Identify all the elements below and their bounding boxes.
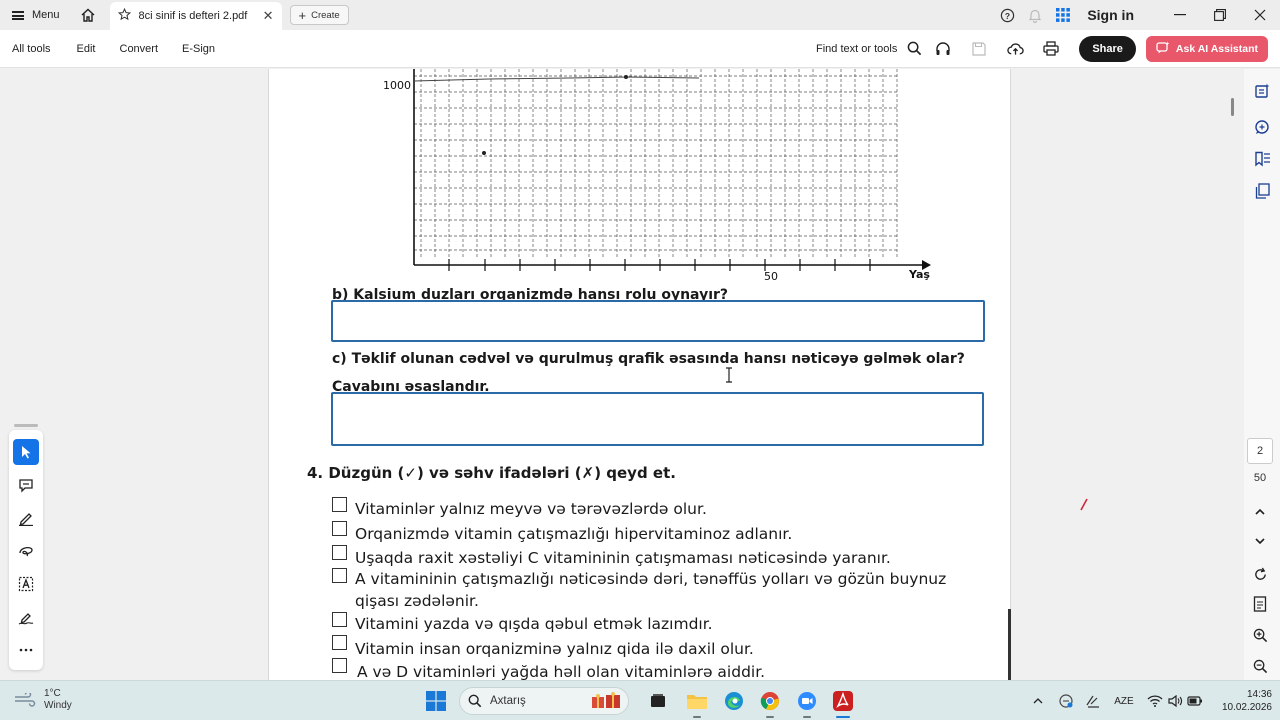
print-icon[interactable] xyxy=(1033,30,1069,68)
wind-icon xyxy=(14,693,36,707)
acrobat-app[interactable] xyxy=(829,687,857,715)
read-aloud-headphones-icon[interactable] xyxy=(925,30,961,68)
freehand-loop-icon xyxy=(18,544,34,558)
question-c-line1: c) Təklif olunan cədvəl və qurulmuş qrafik əsasında hansı nəticəyə gəlmək olar? xyxy=(332,351,965,367)
search-icon[interactable] xyxy=(903,30,925,68)
pdf-page[interactable] xyxy=(268,69,1011,680)
hamburger-icon xyxy=(12,11,24,20)
highlight-tool-button[interactable] xyxy=(13,505,39,531)
find-text-label[interactable]: Find text or tools xyxy=(816,42,898,55)
previous-page-chevron-up-icon[interactable] xyxy=(1248,500,1272,524)
checkbox-statement-2[interactable] xyxy=(332,521,347,536)
home-icon[interactable] xyxy=(72,0,104,30)
weather-description: Windy xyxy=(44,700,72,711)
statement-3: Uşaqda raxit xəstəliyi C vitamininin çatışmaması nəticəsində yaranır. xyxy=(355,549,891,567)
x-label-50: 50 xyxy=(764,270,778,283)
comments-panel-icon[interactable] xyxy=(1250,115,1274,139)
menu-button[interactable] xyxy=(0,0,72,30)
search-icon xyxy=(468,694,482,708)
sign-pen-icon xyxy=(18,610,34,625)
add-text-tool-button[interactable] xyxy=(13,571,39,597)
clock-time: 14:36 xyxy=(1246,689,1272,700)
task-view-icon xyxy=(650,693,666,709)
gift-decor-icon xyxy=(590,691,624,712)
fit-page-icon[interactable] xyxy=(1248,592,1272,616)
onedrive-tray-icon[interactable] xyxy=(1057,681,1075,720)
plotted-point xyxy=(624,75,628,79)
document-viewer[interactable] xyxy=(0,69,1280,680)
battery-icon[interactable] xyxy=(1186,681,1204,720)
question-c-line2: Cavabını əsaslandır. xyxy=(332,379,490,395)
all-tools-menu[interactable]: All tools xyxy=(12,42,51,55)
cursor-arrow-icon xyxy=(20,445,32,459)
edit-menu[interactable]: Edit xyxy=(76,42,96,55)
statement-4-line1: A vitamininin çatışmazlığı nəticəsində dəri, tənəffüs yolları və gözün buynuz xyxy=(355,570,947,588)
weather-temperature: 1°C xyxy=(44,688,61,699)
main-toolbar xyxy=(0,30,1280,68)
app-running-indicator xyxy=(836,716,850,718)
microphone-tray-icon[interactable] xyxy=(1084,681,1102,720)
x-axis-label: Yaş xyxy=(909,268,930,281)
windows-logo-icon xyxy=(426,691,446,711)
acrobat-icon xyxy=(833,691,853,711)
search-placeholder: Axtarış xyxy=(490,695,526,707)
plotted-point xyxy=(482,151,486,155)
star-icon[interactable] xyxy=(118,8,131,24)
statement-5: Vitamini yazda və qışda qəbul etmək lazımdır. xyxy=(355,615,713,633)
restore-button[interactable] xyxy=(1200,0,1240,30)
create-button[interactable] xyxy=(290,5,349,25)
answer-box-b[interactable] xyxy=(331,300,985,342)
sign-tool-button[interactable] xyxy=(13,604,39,630)
volume-icon[interactable] xyxy=(1166,681,1184,720)
apps-grid-icon[interactable] xyxy=(1049,0,1077,30)
taskbar-search-box[interactable] xyxy=(459,687,629,715)
share-label: Share xyxy=(1092,42,1123,55)
red-pen-mark xyxy=(1078,497,1090,513)
zoom-in-icon[interactable] xyxy=(1248,623,1272,647)
checkbox-statement-6[interactable] xyxy=(332,635,347,650)
question-b: b) Kalsium duzları orqanizmdə hansı rolu oynayır? xyxy=(332,287,729,303)
task-view-app[interactable] xyxy=(644,687,672,715)
statement-7: A və D vitaminləri yağda həll olan vitaminlərə aiddir. xyxy=(357,663,766,680)
ask-ai-assistant-button[interactable] xyxy=(1146,36,1268,62)
keyboard-language[interactable]: AZE xyxy=(1114,695,1134,707)
tab-title: 8ci sinif is defteri 2.pdf xyxy=(138,10,248,22)
show-hidden-icons-chevron[interactable] xyxy=(1030,681,1046,720)
minimize-button[interactable] xyxy=(1160,0,1200,30)
scan-edge-shadow xyxy=(1008,609,1011,680)
text-box-icon xyxy=(18,576,34,592)
bookmarks-panel-icon[interactable] xyxy=(1250,147,1274,171)
notification-bell-icon[interactable] xyxy=(1021,0,1049,30)
app-running-indicator xyxy=(766,716,774,718)
app-running-indicator xyxy=(693,716,701,718)
y1000-guide-line xyxy=(414,77,699,81)
rotate-view-icon[interactable] xyxy=(1248,562,1272,586)
select-tool-button[interactable] xyxy=(13,439,39,465)
document-tab[interactable] xyxy=(110,2,282,30)
upload-cloud-icon[interactable] xyxy=(997,30,1033,68)
share-button[interactable] xyxy=(1079,36,1136,62)
windows-start-button[interactable] xyxy=(422,687,450,715)
statement-4-line2: qişası zədələnir. xyxy=(355,592,479,610)
task-4-title: 4. Düzgün (✓) və səhv ifadələri (✗) qeyd et. xyxy=(307,464,676,482)
app-running-indicator xyxy=(803,716,811,718)
convert-menu[interactable]: Convert xyxy=(119,42,159,55)
title-bar xyxy=(0,0,1280,30)
left-tool-rail xyxy=(9,430,43,670)
chrome-browser-app[interactable] xyxy=(756,687,784,715)
y-label-1000: 1000 xyxy=(383,79,411,92)
close-window-button[interactable] xyxy=(1240,0,1280,30)
system-clock[interactable] xyxy=(1210,688,1272,714)
save-icon[interactable] xyxy=(961,30,997,68)
checkbox-statement-4[interactable] xyxy=(332,568,347,583)
ai-assistant-label: Ask AI Assistant xyxy=(1175,42,1258,55)
checkbox-statement-7[interactable] xyxy=(332,658,347,673)
create-label: Create xyxy=(311,9,340,21)
esign-menu[interactable]: E-Sign xyxy=(182,42,216,55)
folder-icon xyxy=(686,692,708,710)
zoom-app[interactable] xyxy=(793,687,821,715)
rail-drag-handle[interactable] xyxy=(14,424,38,427)
statement-6: Vitamin insan orqanizminə yalnız qida ilə daxil olur. xyxy=(355,640,754,658)
comment-tool-button[interactable] xyxy=(13,472,39,498)
edge-browser-app[interactable] xyxy=(720,687,748,715)
weather-widget[interactable] xyxy=(14,688,72,712)
answer-box-c[interactable] xyxy=(331,392,984,446)
clock-date: 10.02.2026 xyxy=(1221,702,1272,713)
sign-in-link[interactable]: Sign in xyxy=(1087,7,1134,23)
chrome-icon xyxy=(760,691,780,711)
vertical-scrollbar-thumb[interactable] xyxy=(1231,98,1234,116)
plus-icon: + xyxy=(298,7,307,23)
total-pages-label: 50 xyxy=(1253,472,1267,484)
graph-grid xyxy=(414,69,899,257)
comment-icon xyxy=(18,478,34,493)
next-page-chevron-down-icon[interactable] xyxy=(1248,529,1272,553)
ai-assistant-icon xyxy=(1156,41,1170,57)
statement-1: Vitaminlər yalnız meyvə və tərəvəzlərdə olur. xyxy=(355,500,707,518)
ai-generative-summary-icon[interactable] xyxy=(1250,79,1274,103)
file-explorer-app[interactable] xyxy=(683,687,711,715)
statement-2: Orqanizmdə vitamin çatışmazlığı hipervitaminoz adlanır. xyxy=(355,525,793,543)
checkbox-statement-1[interactable] xyxy=(332,497,347,512)
zoom-out-icon[interactable] xyxy=(1248,654,1272,678)
wifi-icon[interactable] xyxy=(1146,681,1164,720)
checkbox-statement-5[interactable] xyxy=(332,612,347,627)
close-tab-icon[interactable]: ✕ xyxy=(262,8,274,23)
pages-panel-icon[interactable] xyxy=(1250,179,1274,203)
text-cursor xyxy=(725,367,733,383)
draw-tool-button[interactable] xyxy=(13,538,39,564)
edge-icon xyxy=(724,691,744,711)
worksheet-graph xyxy=(369,69,949,289)
menu-label: Menu xyxy=(32,9,60,21)
more-tools-button[interactable] xyxy=(13,637,39,663)
windows-taskbar xyxy=(0,680,1280,720)
more-dots-icon xyxy=(19,648,33,652)
zoom-icon xyxy=(797,691,817,711)
current-page-input[interactable]: 2 xyxy=(1247,438,1273,464)
pen-icon xyxy=(18,511,34,526)
help-icon[interactable] xyxy=(993,0,1021,30)
right-panel xyxy=(1244,69,1280,680)
checkbox-statement-3[interactable] xyxy=(332,545,347,560)
svg-text:?: ? xyxy=(1004,10,1010,21)
